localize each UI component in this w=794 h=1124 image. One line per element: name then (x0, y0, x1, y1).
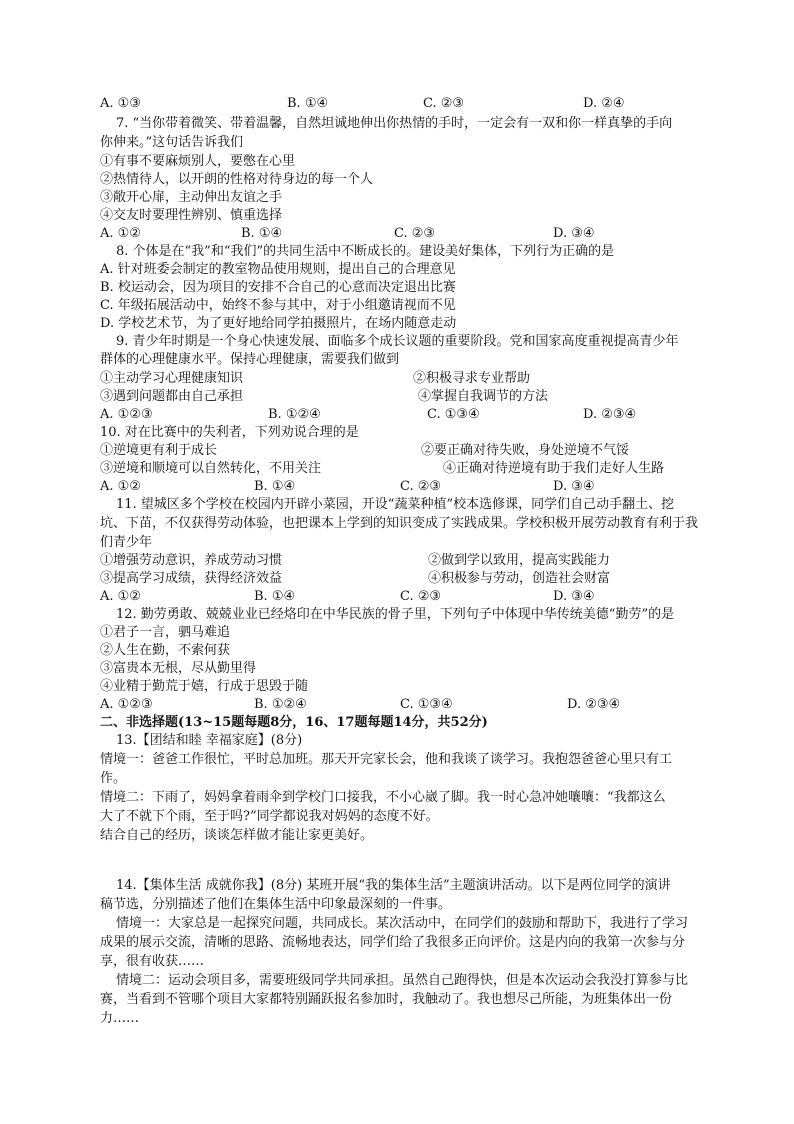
q14-scenario-1-cont: 成果的展示交流，清晰的思路、流畅地表达，同学们给了我很多正向评价。这是内向的我第一次参与分 (100, 935, 686, 950)
q8-choice-c: C. 年级拓展活动中，始终不参与其中，对于小组邀请视而不见 (100, 298, 456, 313)
q14-scenario-2-end: 力…… (100, 1011, 140, 1026)
q13-title: 13.【团结和睦 幸福家庭】(8分) (116, 733, 303, 748)
q13-scenario-2-cont: 大了不就下个雨，至于吗?”同学都说我对妈妈的态度不好。 (100, 809, 439, 824)
q11-stem: 11. 望城区多个学校在校园内开辟小菜园，开设“蔬菜种植”校本选修课，同学们自己动手翻土、挖 (116, 497, 675, 512)
q7-stem: 7. “当你带着微笑、带着温馨，自然坦诚地伸出你热情的手时，一定会有一双和你一样真挚的手向 (116, 116, 673, 131)
q12-item-2: ②人生在勤，不索何获 (100, 643, 231, 658)
section-heading: 二、非选择题(13~15题每题8分，16、17题每题14分，共52分) (100, 715, 488, 730)
option-b: B. ①④ (241, 226, 283, 241)
q14-scenario-1: 情境一：大家总是一起探究问题，共同成长。某次活动中，在同学们的鼓励和帮助下，我进行了学习 (116, 916, 689, 931)
q8-choice-d: D. 学校艺术节，为了更好地给同学拍摄照片，在场内随意走动 (100, 316, 457, 331)
option-c: C. ②③ (394, 226, 436, 241)
option-b: B. ①②④ (254, 697, 307, 712)
q9-item-1: ①主动学习心理健康知识 (100, 371, 244, 386)
q11-item-3: ③提高学习成绩，获得经济效益 (100, 571, 283, 586)
q10-item-1: ①逆境更有利于成长 (100, 443, 218, 458)
q14-scenario-1-end: 享，很有收获…… (100, 954, 205, 969)
option-b: B. ①②④ (268, 407, 321, 422)
option-b: B. ①④ (254, 589, 296, 604)
q13-scenario-1: 情境一：爸爸工作很忙，平时总加班。那天开完家长会，他和我谈了谈学习。我抱怨爸爸心里只有工 (100, 752, 673, 767)
q9-stem: 9. 青少年时期是一个身心快速发展、面临多个成长议题的重要阶段。党和国家高度重视提高青少年 (116, 334, 679, 349)
q7-item-4: ④交友时要理性辨别、慎重选择 (100, 208, 283, 223)
q8-choice-b: B. 校运动会，因为项目的安排不合自己的心意而决定退出比赛 (100, 280, 456, 295)
q11-stem-cont: 坑、下苗，不仅获得劳动体验，也把课本上学到的知识变成了实践成果。学校积极开展劳动教育有利于我 (100, 516, 699, 531)
q7-item-3: ③敞开心扉，主动伸出友谊之手 (100, 190, 283, 205)
option-a: A. ①②③ (100, 697, 153, 712)
option-d: D. ③④ (553, 479, 595, 494)
q11-item-1: ①增强劳动意识，养成劳动习惯 (100, 553, 283, 568)
q10-item-4: ④正确对待逆境有助于我们走好人生路 (443, 461, 665, 476)
option-c: C. ②③ (400, 479, 442, 494)
q7-item-1: ①有事不要麻烦别人，要憋在心里 (100, 154, 296, 169)
option-a: A. ①② (100, 479, 141, 494)
q10-stem: 10. 对在比赛中的失利者，下列劝说合理的是 (100, 425, 359, 440)
q10-item-3: ③逆境和顺境可以自然转化，不用关注 (100, 461, 322, 476)
option-c: C. ②③ (400, 589, 442, 604)
option-d: D. ③④ (553, 226, 595, 241)
q14-scenario-2: 情境二：运动会项目多，需要班级同学共同承担。虽然自己跑得快，但是本次运动会我没打算参与比 (116, 973, 689, 988)
q14-stem-cont: 稿节选，分别描述了他们在集体生活中印象最深刻的一件事。 (100, 897, 452, 912)
q11-item-2: ②做到学以致用，提高实践能力 (428, 553, 611, 568)
q11-item-4: ④积极参与劳动，创造社会财富 (428, 571, 611, 586)
q7-item-2: ②热情待人，以开朗的性格对待身边的每一个人 (100, 172, 374, 187)
q13-task: 结合自己的经历，谈谈怎样做才能让家更美好。 (100, 828, 374, 843)
option-a: A. ①③ (100, 96, 141, 111)
q7-stem-cont: 你伸来。”这句话告诉我们 (100, 135, 244, 150)
option-c: C. ①③④ (400, 697, 453, 712)
q10-item-2: ②要正确对待失败，身处逆境不气馁 (421, 443, 630, 458)
option-c: C. ①③④ (427, 407, 480, 422)
option-a: A. ①② (100, 589, 141, 604)
q12-stem: 12. 勤劳勇敢、兢兢业业已经烙印在中华民族的骨子里，下列句子中体现中华传统美德“勤劳”的是 (116, 607, 675, 622)
q14-scenario-2-cont: 赛，当看到不管哪个项目大家都特别踊跃报名参加时，我触动了。我也想尽己所能，为班集体出一份 (100, 992, 673, 1007)
option-a: A. ①②③ (100, 407, 153, 422)
option-d: D. ②③④ (567, 697, 621, 712)
option-c: C. ②③ (423, 96, 465, 111)
q13-scenario-1-cont: 作。 (100, 771, 127, 786)
q12-item-4: ④业精于勤荒于嬉，行成于思毁于随 (100, 679, 309, 694)
q11-stem-end: 们青少年 (100, 535, 153, 550)
option-d: D. ②③④ (583, 407, 637, 422)
option-b: B. ①④ (287, 96, 329, 111)
q12-item-3: ③富贵本无根，尽从勤里得 (100, 661, 257, 676)
q12-item-1: ①君子一言，驷马难追 (100, 625, 231, 640)
q13-scenario-2: 情境二：下雨了，妈妈拿着雨伞到学校门口接我，不小心崴了脚。我一时心急冲她嚷嚷：“我都这么 (100, 790, 666, 805)
q8-stem: 8. 个体是在“我”和“我们”的共同生活中不断成长的。建设美好集体，下列行为正确的是 (116, 244, 615, 259)
q9-item-2: ②积极寻求专业帮助 (413, 371, 531, 386)
option-d: D. ②④ (583, 96, 625, 111)
q9-item-4: ④掌握自我调节的方法 (418, 389, 549, 404)
q9-stem-cont: 群体的心理健康水平。保持心理健康，需要我们做到 (100, 352, 400, 367)
q14-stem: 14.【集体生活 成就你我】(8分) 某班开展“我的集体生活”主题演讲活动。以下是两位同学的演讲 (116, 878, 671, 893)
option-b: B. ①④ (254, 479, 296, 494)
q8-choice-a: A. 针对班委会制定的教室物品使用规则，提出自己的合理意见 (100, 262, 456, 277)
option-a: A. ①② (100, 226, 141, 241)
q9-item-3: ③遇到问题都由自己承担 (100, 389, 244, 404)
option-d: D. ③④ (553, 589, 595, 604)
